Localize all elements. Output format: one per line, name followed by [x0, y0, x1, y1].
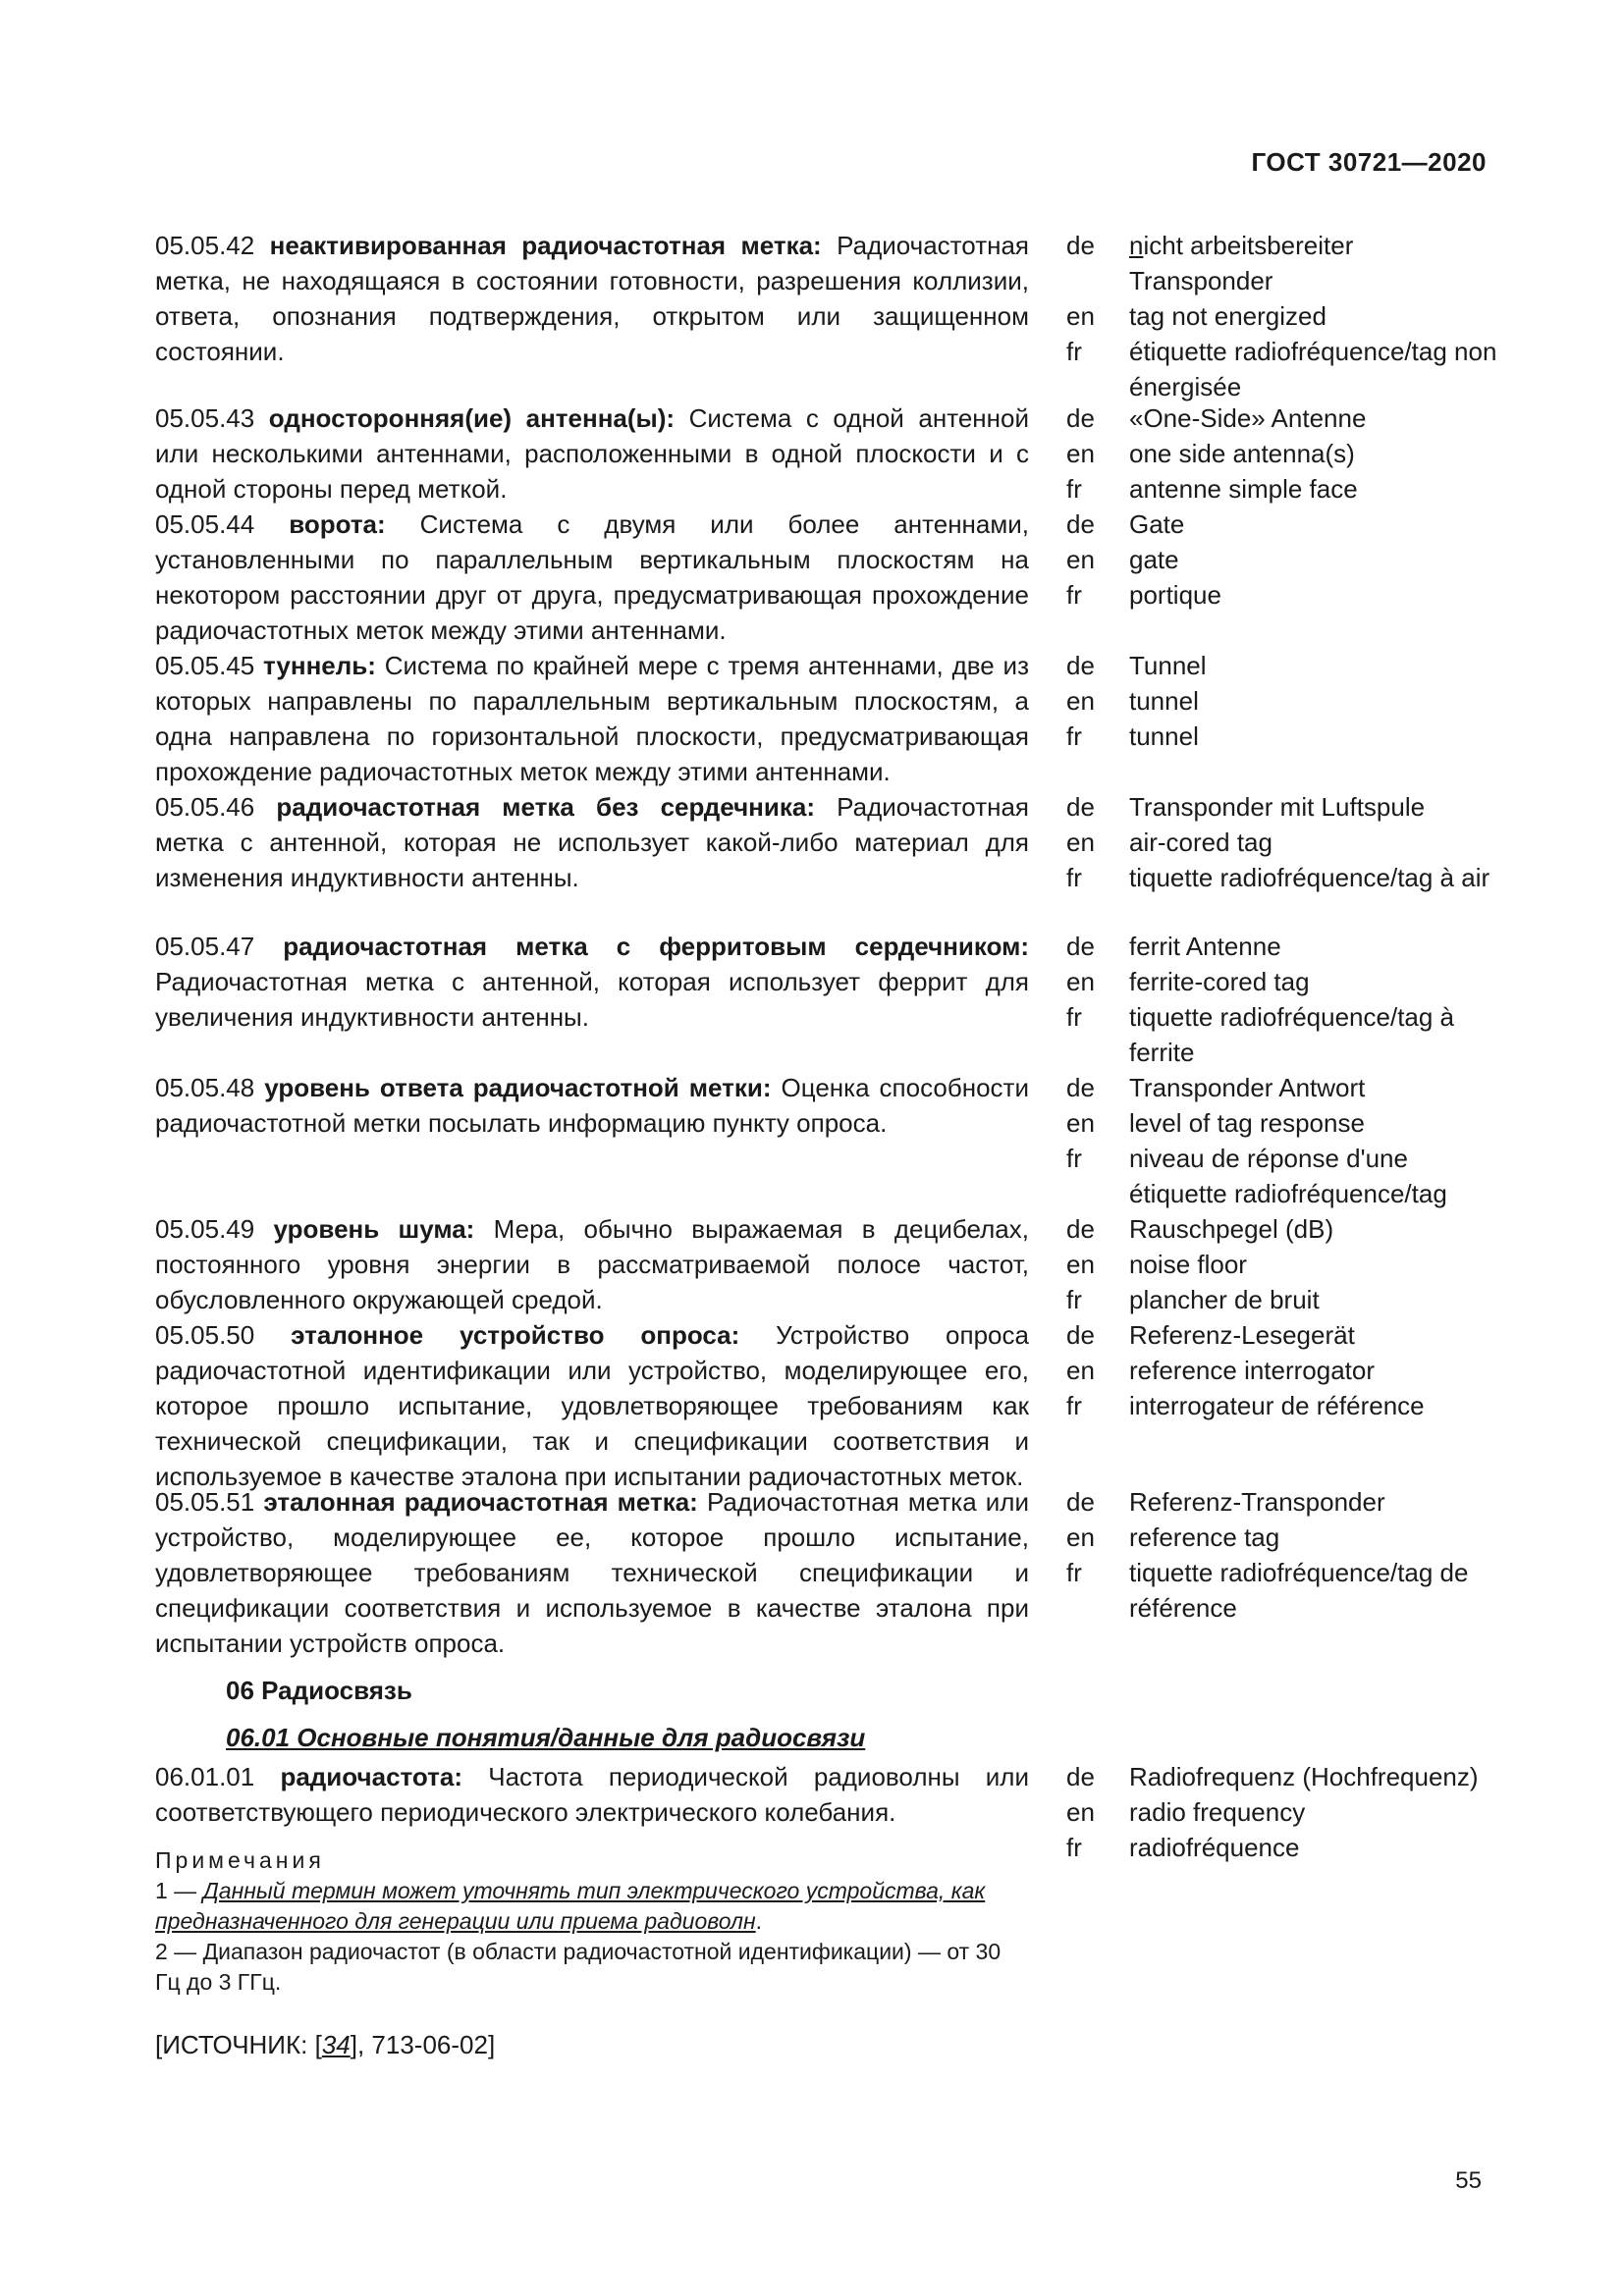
- entry-number: 05.05.49: [155, 1214, 255, 1244]
- lang-code: en: [1066, 686, 1095, 716]
- entry-definition: [155, 789, 1029, 895]
- translation-term: ferrit Antenne: [1129, 932, 1281, 961]
- document-id-header: ГОСТ 30721—2020: [1251, 147, 1487, 177]
- translation-term: ferrite-cored tag: [1129, 967, 1310, 996]
- entry-text: Радиочастотная метка или устройство, моделирующее ее, которое прошло испытание, удовлетворяющее требованиям технической спецификации и спецификации соответствия и используемое в качестве эталона при испытании устройств опроса.: [155, 1487, 1029, 1658]
- entry-number: 05.05.48: [155, 1073, 255, 1102]
- lang-code: fr: [1066, 1391, 1082, 1420]
- entry-term: уровень шума:: [273, 1214, 475, 1244]
- entry-definition: [155, 1211, 1029, 1317]
- lang-code: fr: [1066, 474, 1082, 504]
- note-1: 1 — Данный термин может уточнять тип электрического устройства, как предназначенного для генерации или приема радиоволн.: [155, 1878, 986, 1934]
- lang-code: en: [1066, 545, 1095, 574]
- translation-term: «One-Side» Antenne: [1129, 403, 1367, 433]
- entry-text: Устройство опроса радиочастотной идентификации или устройство, моделирующее его, которое прошло испытание, удовлетворяющее требованиям как технической спецификации, так и спецификации соответствия и используемое в качестве эталона при испытании радиочастотных меток.: [155, 1320, 1029, 1491]
- translation-term: Radiofrequenz (Hochfrequenz): [1129, 1762, 1479, 1791]
- entry-term: туннель:: [263, 651, 376, 680]
- translation-term: tag not energized: [1129, 301, 1326, 331]
- translations: [1066, 1759, 1498, 1865]
- entry-term: уровень ответа радиочастотной метки:: [264, 1073, 772, 1102]
- lang-code: en: [1066, 1108, 1095, 1138]
- lang-code: de: [1066, 1073, 1095, 1102]
- translation-term: reference interrogator: [1129, 1356, 1376, 1385]
- lang-code: en: [1066, 1250, 1095, 1279]
- translation-term: Referenz-Lesegerät: [1129, 1320, 1355, 1350]
- translation-term: reference tag: [1129, 1522, 1280, 1552]
- entry-term: радиочастотная метка без сердечника:: [276, 792, 815, 822]
- entry-term: эталонное устройство опроса:: [291, 1320, 740, 1350]
- entry-number: 05.05.51: [155, 1487, 255, 1517]
- entry-term: радиочастотная метка с ферритовым сердечником:: [283, 932, 1030, 961]
- translation-term: Transponder Antwort: [1129, 1073, 1366, 1102]
- translations: [1066, 1211, 1498, 1317]
- entry-text: Оценка способности радиочастотной метки посылать информацию пункту опроса.: [155, 1073, 1029, 1138]
- translation-term: plancher de bruit: [1129, 1285, 1320, 1314]
- translations: [1066, 648, 1498, 754]
- translation-term: Gate: [1129, 509, 1185, 539]
- lang-code: fr: [1066, 1002, 1082, 1032]
- lang-code: de: [1066, 651, 1095, 680]
- translation-term: Transponder mit Luftspule: [1129, 792, 1426, 822]
- translation-term: tunnel: [1129, 721, 1199, 751]
- lang-code: de: [1066, 792, 1095, 822]
- entry-number: 05.05.43: [155, 403, 255, 433]
- lang-code: en: [1066, 301, 1095, 331]
- entry-definition: [155, 1759, 1029, 1830]
- entry-text: Радиочастотная метка с антенной, которая использует феррит для увеличения индуктивности антенны.: [155, 967, 1029, 1032]
- lang-code: en: [1066, 1356, 1095, 1385]
- translation-term: portique: [1129, 580, 1221, 610]
- entry-definition: [155, 400, 1029, 507]
- translation-term: radiofréquence: [1129, 1833, 1300, 1862]
- translations: [1066, 400, 1498, 507]
- translation-term: Tunnel: [1129, 651, 1207, 680]
- translations: [1066, 929, 1498, 1070]
- translation-term: antenne simple face: [1129, 474, 1358, 504]
- lang-code: en: [1066, 439, 1095, 468]
- translation-term: tunnel: [1129, 686, 1199, 716]
- entry-number: 05.05.44: [155, 509, 255, 539]
- translation-term: radio frequency: [1129, 1797, 1306, 1827]
- translation-term: interrogateur de référence: [1129, 1391, 1425, 1420]
- lang-code: en: [1066, 967, 1095, 996]
- translation-term: air-cored tag: [1129, 828, 1272, 857]
- translation-term: Referenz-Transponder: [1129, 1487, 1385, 1517]
- page-number: 55: [1455, 2167, 1482, 2194]
- entry-text: Радиочастотная метка с антенной, которая не использует какой-либо материал для изменения индуктивности антенны.: [155, 792, 1029, 892]
- translations: [1066, 507, 1498, 613]
- lang-code: en: [1066, 828, 1095, 857]
- lang-code: en: [1066, 1522, 1095, 1552]
- entry-definition: [155, 507, 1029, 648]
- translation-term: level of tag response: [1129, 1108, 1365, 1138]
- entry-definition: [155, 1484, 1029, 1661]
- lang-code: fr: [1066, 1558, 1082, 1587]
- translation-term: tiquette radiofréquence/tag de référence: [1129, 1558, 1469, 1623]
- note-2: 2 — Диапазон радиочастот (в области радиочастотной идентификации) — от 30 Гц до 3 ГГц.: [155, 1939, 1001, 1995]
- lang-code: fr: [1066, 1285, 1082, 1314]
- translations: [1066, 1070, 1498, 1211]
- lang-code: de: [1066, 403, 1095, 433]
- lang-code: en: [1066, 1797, 1095, 1827]
- lang-code: de: [1066, 231, 1095, 260]
- entry-text: Частота периодической радиоволны или соответствующего периодического электрического колебания.: [155, 1762, 1029, 1827]
- source-ref-link[interactable]: 34: [321, 2030, 351, 2059]
- entry-term: эталонная радиочастотная метка:: [263, 1487, 698, 1517]
- lang-code: de: [1066, 1762, 1095, 1791]
- entry-term: радиочастота:: [280, 1762, 463, 1791]
- entry-number: 05.05.46: [155, 792, 255, 822]
- lang-code: de: [1066, 1214, 1095, 1244]
- lang-code: fr: [1066, 1833, 1082, 1862]
- lang-code: de: [1066, 1320, 1095, 1350]
- entry-number: 05.05.42: [155, 231, 255, 260]
- translation-term: noise floor: [1129, 1250, 1247, 1279]
- section-heading: 06 Радиосвязь: [226, 1676, 412, 1705]
- translations: [1066, 789, 1498, 895]
- entry-number: 05.05.47: [155, 932, 255, 961]
- lang-code: fr: [1066, 1144, 1082, 1173]
- notes-title: Примечания: [155, 1847, 325, 1873]
- translations: [1066, 1317, 1498, 1423]
- lang-code: fr: [1066, 580, 1082, 610]
- entry-number: 05.05.50: [155, 1320, 255, 1350]
- translation-term: Rauschpegel (dB): [1129, 1214, 1334, 1244]
- lang-code: de: [1066, 509, 1095, 539]
- entry-term: неактивированная радиочастотная метка:: [269, 231, 822, 260]
- translation-term: tiquette radiofréquence/tag à ferrite: [1129, 1002, 1455, 1067]
- entry-definition: [155, 1317, 1029, 1494]
- source-reference: [ИСТОЧНИК: [34], 713-06-02]: [155, 2030, 496, 2059]
- section-subheading: 06.01 Основные понятия/данные для радиосвязи: [226, 1723, 866, 1752]
- entry-definition: [155, 228, 1029, 369]
- entry-definition: [155, 1070, 1029, 1141]
- note-1-italic: Данный термин может уточнять тип электрического устройства, как предназначенного для генерации или приема радиоволн: [155, 1878, 986, 1934]
- translation-term: gate: [1129, 545, 1179, 574]
- lang-code: fr: [1066, 863, 1082, 892]
- translation-term: nicht arbeitsbereiter Transponder: [1129, 231, 1354, 295]
- entry-text: Система по крайней мере с тремя антеннами, две из которых направлены по параллельным вертикальным плоскостям, а одна направлена по горизонтальной плоскости, предусматривающая прохождение радиочастотных меток между этими антеннами.: [155, 651, 1030, 786]
- translation-term: tiquette radiofréquence/tag à air: [1129, 863, 1490, 892]
- entry-term: односторонняя(ие) антенна(ы):: [268, 403, 676, 433]
- lang-code: fr: [1066, 721, 1082, 751]
- entry-text: Мера, обычно выражаемая в децибелах, постоянного уровня энергии в рассматриваемой полосе частот, обусловленного окружающей средой.: [155, 1214, 1029, 1314]
- translations: [1066, 1484, 1498, 1626]
- lang-code: de: [1066, 932, 1095, 961]
- entry-text: Радиочастотная метка, не находящаяся в состоянии готовности, разрешения коллизии, ответа, опознания подтверждения, открытом или защищенном состоянии.: [155, 231, 1029, 366]
- entry-definition: [155, 648, 1029, 789]
- lang-code: fr: [1066, 337, 1082, 366]
- notes-block: [155, 1845, 1029, 1998]
- translation-term: niveau de réponse d'une étiquette radiofréquence/tag: [1129, 1144, 1447, 1208]
- entry-number: 05.05.45: [155, 651, 255, 680]
- entry-text: Система с двумя или более антеннами, установленными по параллельным вертикальным плоскостям на некотором расстоянии друг от друга, предусматривающая прохождение радиочастотных меток между этими антеннами.: [155, 509, 1030, 645]
- translation-term: étiquette radiofréquence/tag non énergisée: [1129, 337, 1497, 401]
- entry-definition: [155, 929, 1029, 1035]
- translation-term: one side antenna(s): [1129, 439, 1355, 468]
- translations: [1066, 228, 1498, 404]
- entry-text: Система с одной антенной или несколькими антеннами, расположенными в одной плоскости и с одной стороны перед меткой.: [155, 403, 1029, 504]
- entry-number: 06.01.01: [155, 1762, 255, 1791]
- lang-code: de: [1066, 1487, 1095, 1517]
- entry-term: ворота:: [289, 509, 386, 539]
